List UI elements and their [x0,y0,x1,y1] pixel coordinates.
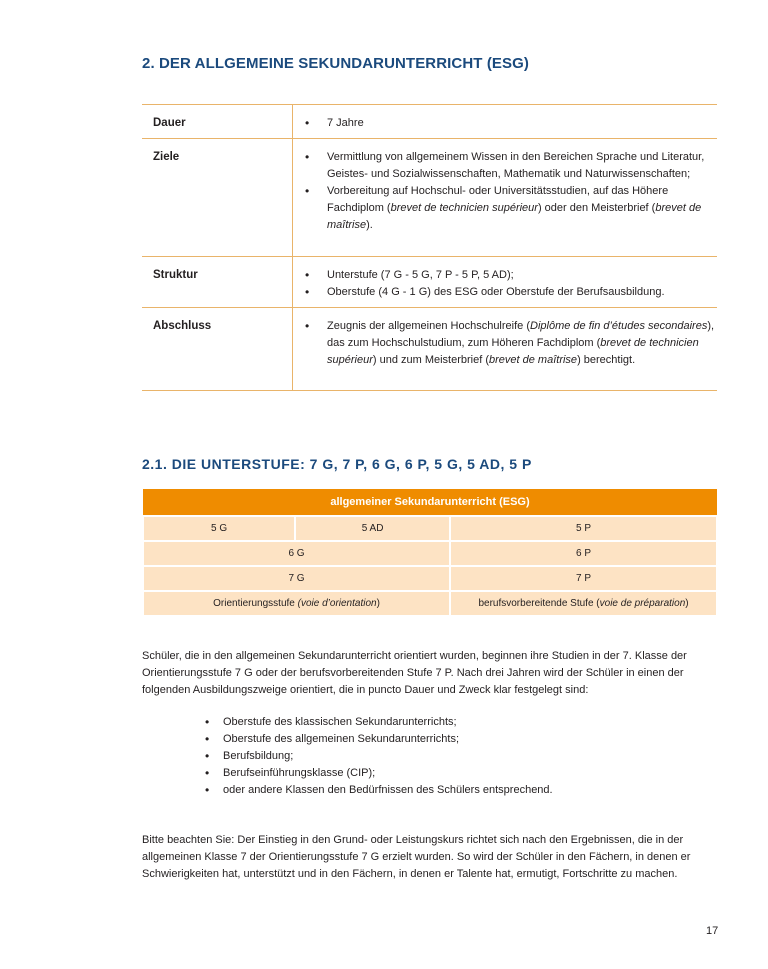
info-bullet-list [303,115,717,132]
text-run: ). [366,219,373,231]
list-item: • Berufsbildung; [205,748,553,765]
grade-cell-berufsvorbereitende-stufe [450,591,717,616]
text-run: Vorbereitung auf Hochschul- oder Universitätsstudien, auf das Höhere Fachdiplom ( [327,185,669,214]
info-bullet-list [303,318,717,369]
text-run: ) und zum Meisterbrief ( [372,354,490,366]
italic-text: brevet de maîtrise [489,354,578,366]
info-content [293,308,717,390]
info-row-ziele [142,139,717,257]
info-label: Abschluss [142,308,293,390]
info-bullet-list [303,149,717,234]
text-run: Oberstufe (4 G - 1 G) des ESG oder Oberstufe der Berufsausbildung. [327,286,665,298]
grade-cell-orientierungsstufe [143,591,450,616]
bullet-item [303,318,717,369]
text-run: ), das zum Hochschulstudium, zum Höheren Fachdiplom ( [327,320,715,349]
grade-cell-7p: 7 P [450,566,717,591]
info-content [293,257,717,307]
info-row-abschluss [142,308,717,391]
section-title: 2. DER ALLGEMEINE SEKUNDARUNTERRICHT (ESG) [142,55,529,72]
text-run: Orientierungsstufe [213,598,298,609]
bullet-item [303,267,717,284]
italic-text: brevet de technicien supérieur [327,337,699,366]
text-run: ) [376,598,380,609]
bullet-item [303,284,717,301]
bullet-item [303,149,717,183]
text-run: ) berechtigt. [577,354,636,366]
grade-cell-6g: 6 G [143,541,450,566]
text-run: ) [685,598,689,609]
grade-cell-5p: 5 P [450,516,717,541]
italic-text: (voie d’orientation [297,598,377,609]
intro-paragraph: Schüler, die in den allgemeinen Sekundarunterricht orientiert wurden, beginnen ihre Studien in der 7. Klasse der Orientierungsstufe 7 G oder der berufsvorbereitenden Stufe 7 P. Nach drei Jahren wird der Schüler in einen der folgenden Ausbildungszweige orientiert, die in puncto Dauer und Zweck klar festgelegt sind: [142,650,687,696]
grade-cell-6p: 6 P [450,541,717,566]
list-item: • Oberstufe des klassischen Sekundarunterrichts; [205,714,553,731]
note-paragraph: Bitte beachten Sie: Der Einstieg in den Grund- oder Leistungskurs richtet sich nach den Ergebnissen, die in der allgemeinen Klasse 7 der Orientierungsstufe 7 G erzielt wurden. So wird der Schüler in den Fächern, in denen er Schwierigkeiten hat, unterstützt und in den Fächern, in denen er Talente hat, ermutigt, Fortschritte zu machen. [142,834,691,880]
info-label: Struktur [142,257,293,307]
text-run: ) oder den Meisterbrief ( [537,202,656,214]
italic-text: brevet de technicien supérieur [390,202,538,214]
text-run: Vermittlung von allgemeinem Wissen in den Bereichen Sprache und Literatur, Geistes- und Sozialwissenschaften, Mathematik und Naturwissenschaften; [327,151,705,180]
grade-cell-7g: 7 G [143,566,450,591]
grade-table-header: allgemeiner Sekundarunterricht (ESG) [143,489,717,516]
info-content [293,139,717,256]
info-table [142,104,717,391]
text-run: Zeugnis der allgemeinen Hochschulreife ( [327,320,530,332]
italic-text: voie de préparation [599,598,686,609]
list-item: • Berufseinführungsklasse (CIP); [205,765,553,782]
info-bullet-list [303,267,717,301]
grade-cell-5g: 5 G [143,516,295,541]
info-row-struktur [142,257,717,308]
text-run: 7 Jahre [327,117,364,129]
italic-text: Diplôme de fin d’études secondaires [530,320,708,332]
orientation-bullet-list [205,714,553,799]
text-run: Unterstufe (7 G - 5 G, 7 P - 5 P, 5 AD); [327,269,514,281]
info-label: Ziele [142,139,293,256]
subsection-text: DIE UNTERSTUFE: 7 G, 7 P, 6 G, 6 P, 5 G, 5 AD, 5 P [167,456,532,472]
list-item: • oder andere Klassen den Bedürfnissen des Schülers entsprechend. [205,782,553,799]
list-item: • Oberstufe des allgemeinen Sekundarunterrichts; [205,731,553,748]
bullet-item [303,115,717,132]
bullet-item [303,183,717,234]
subsection-number: 2.1. [142,456,168,472]
subsection-title [142,456,532,472]
text-run: berufsvorbereitende Stufe ( [478,598,600,609]
grade-cell-5ad: 5 AD [295,516,450,541]
info-label: Dauer [142,105,293,138]
grade-table [142,489,718,617]
page-number: 17 [706,925,719,937]
italic-text: brevet de maîtrise [327,202,702,231]
info-content [293,105,717,138]
info-row-dauer [142,105,717,139]
